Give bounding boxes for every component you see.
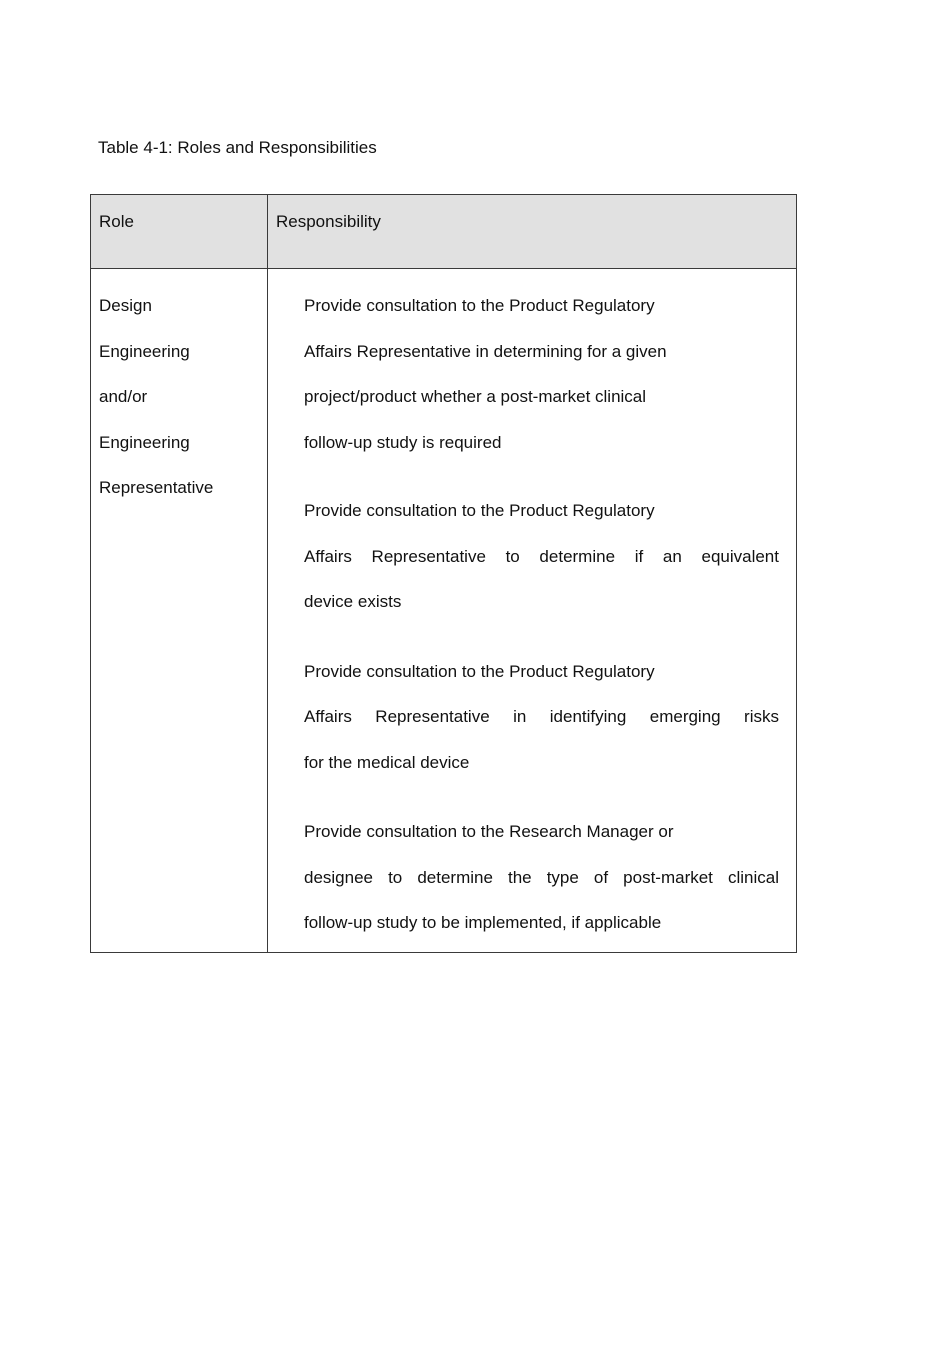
responsibility-line: Provide consultation to the Product Regulatory <box>304 501 655 520</box>
table-caption: Table 4-1: Roles and Responsibilities <box>98 138 377 157</box>
responsibility-line: Affairs Representative to determine if an equivalent <box>304 546 779 566</box>
responsibility-item <box>304 649 779 786</box>
responsibility-line: Provide consultation to the Research Manager or <box>304 822 674 841</box>
header-responsibility: Responsibility <box>276 212 381 231</box>
responsibility-line: device exists <box>304 592 402 611</box>
responsibility-line: follow-up study is required <box>304 432 502 452</box>
role-line: and/or <box>99 387 148 406</box>
role-cell <box>99 283 213 511</box>
responsibility-line: Provide consultation to the Product Regulatory <box>304 296 655 315</box>
responsibility-line: designee to determine the type of post-market clinical <box>304 867 779 887</box>
role-line: Engineering <box>99 432 190 452</box>
responsibility-line: project/product whether a post-market clinical <box>304 387 647 406</box>
responsibility-item <box>304 809 779 946</box>
column-divider <box>267 195 268 952</box>
responsibility-line: Affairs Representative in determining for a given <box>304 341 667 361</box>
responsibility-line: follow-up study to be implemented, if applicable <box>304 913 662 932</box>
role-line: Engineering <box>99 341 190 361</box>
responsibility-cell <box>304 283 779 946</box>
responsibility-item <box>304 283 779 465</box>
header-role: Role <box>99 212 134 231</box>
responsibility-line: for the medical device <box>304 752 470 772</box>
role-line: Design <box>99 296 152 315</box>
roles-responsibilities-table <box>90 194 797 953</box>
responsibility-line: Provide consultation to the Product Regulatory <box>304 661 655 681</box>
responsibility-item <box>304 488 779 625</box>
table-header-row <box>91 195 796 269</box>
role-line: Representative <box>99 478 214 497</box>
responsibility-line: Affairs Representative in identifying emerging risks <box>304 707 779 726</box>
